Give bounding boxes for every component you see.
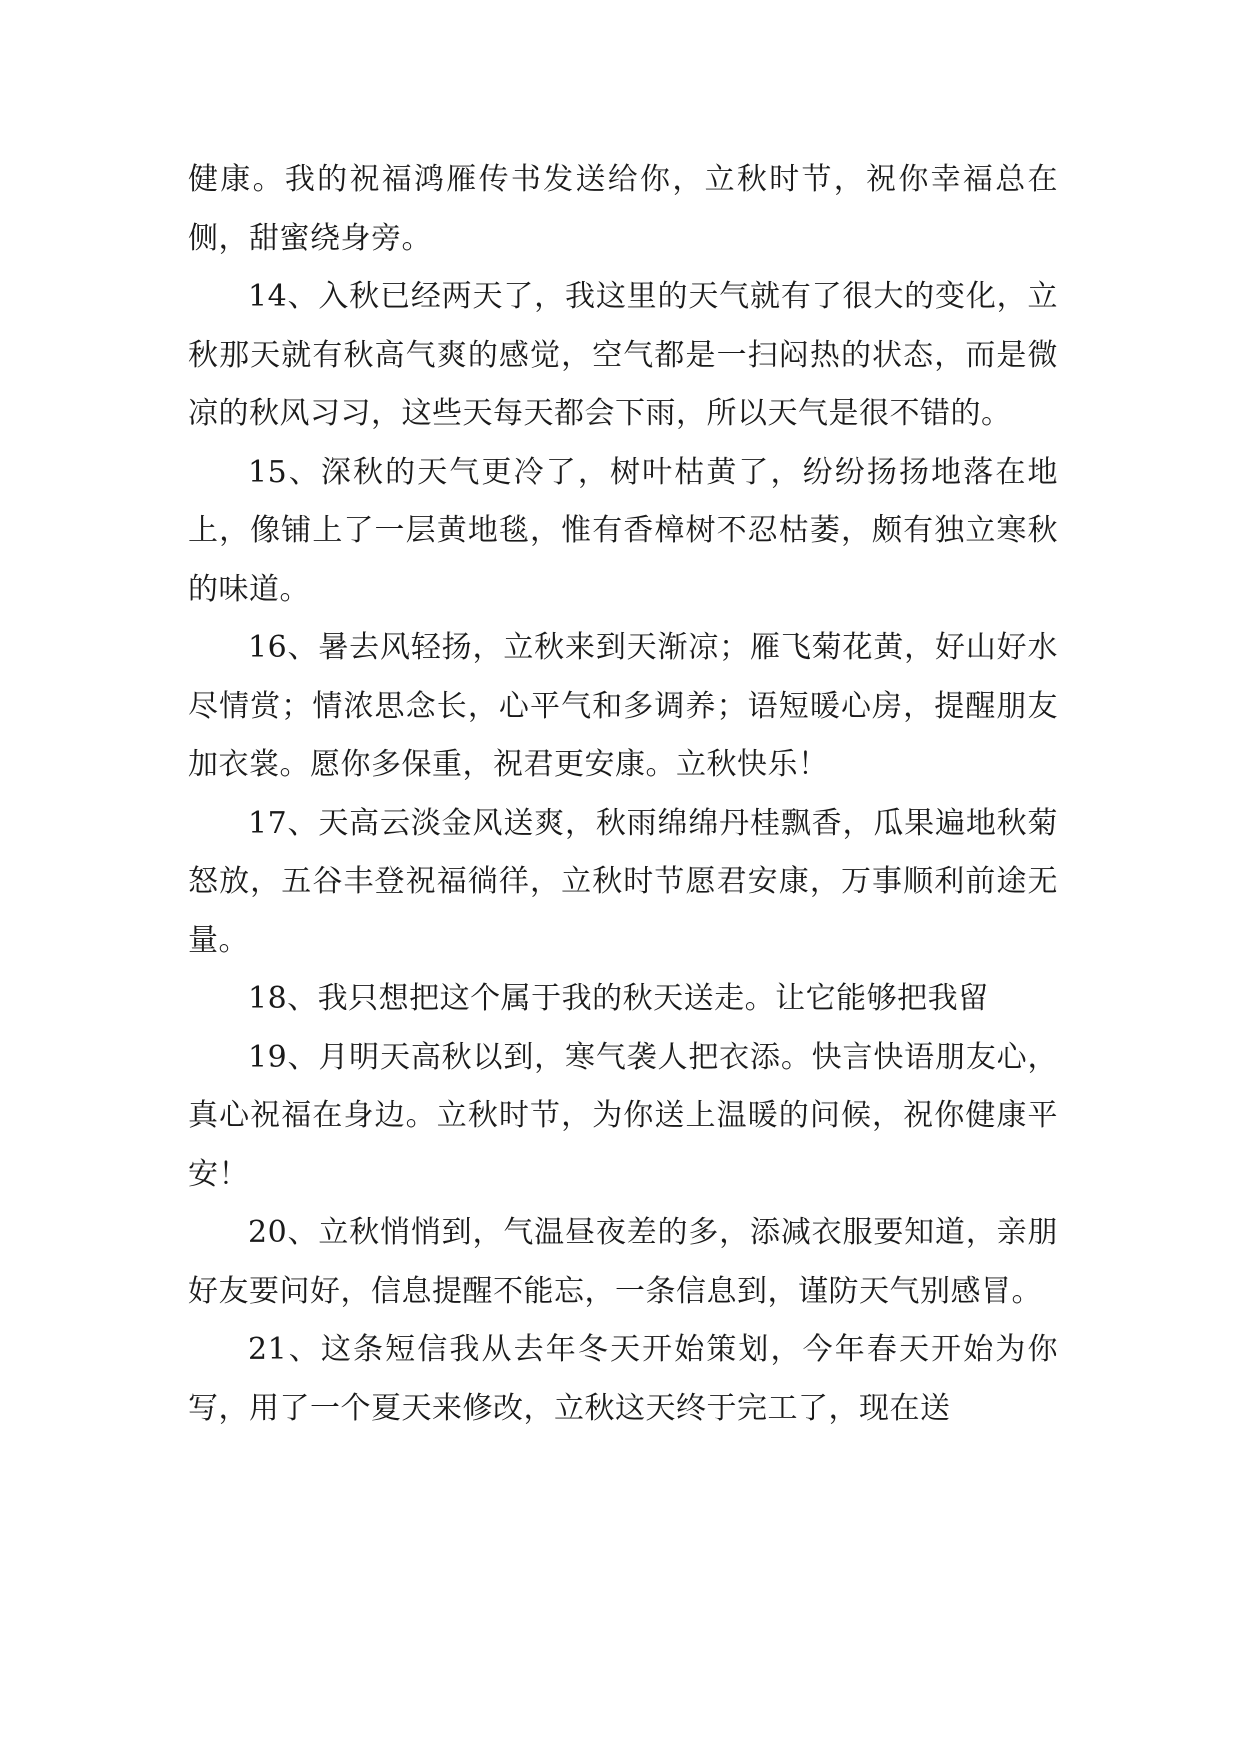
document-body — [188, 151, 1058, 1438]
paragraph-19: 19、月明天高秋以到，寒气袭人把衣添。快言快语朋友心，真心祝福在身边。立秋时节，为你送上温暖的问候，祝你健康平安！ — [188, 1039, 1058, 1192]
paragraph-16: 16、暑去风轻扬，立秋来到天渐凉；雁飞菊花黄，好山好水尽情赏；情浓思念长，心平气和多调养；语短暖心房，提醒朋友加衣裳。愿你多保重，祝君更安康。立秋快乐！ — [188, 630, 1058, 782]
paragraph-18: 18、我只想把这个属于我的秋天送走。让它能够把我留 — [248, 981, 989, 1016]
paragraph-21: 21、这条短信我从去年冬天开始策划，今年春天开始为你写，用了一个夏天来修改，立秋这天终于完工了，现在送 — [188, 1332, 1058, 1426]
paragraph-continuation: 健康。我的祝福鸿雁传书发送给你，立秋时节，祝你幸福总在侧，甜蜜绕身旁。 — [188, 162, 1058, 256]
paragraph-17: 17、天高云淡金风送爽，秋雨绵绵丹桂飘香，瓜果遍地秋菊怒放，五谷丰登祝福徜徉，立秋时节愿君安康，万事顺利前途无量。 — [188, 805, 1058, 958]
paragraph-14: 14、入秋已经两天了，我这里的天气就有了很大的变化，立秋那天就有秋高气爽的感觉，空气都是一扫闷热的状态，而是微凉的秋风习习，这些天每天都会下雨，所以天气是很不错的。 — [188, 279, 1058, 431]
paragraph-15: 15、深秋的天气更冷了，树叶枯黄了，纷纷扬扬地落在地上，像铺上了一层黄地毯，惟有香樟树不忍枯萎，颇有独立寒秋的味道。 — [188, 454, 1058, 607]
paragraph-20: 20、立秋悄悄到，气温昼夜差的多，添减衣服要知道，亲朋好友要问好，信息提醒不能忘，一条信息到，谨防天气别感冒。 — [188, 1215, 1058, 1309]
